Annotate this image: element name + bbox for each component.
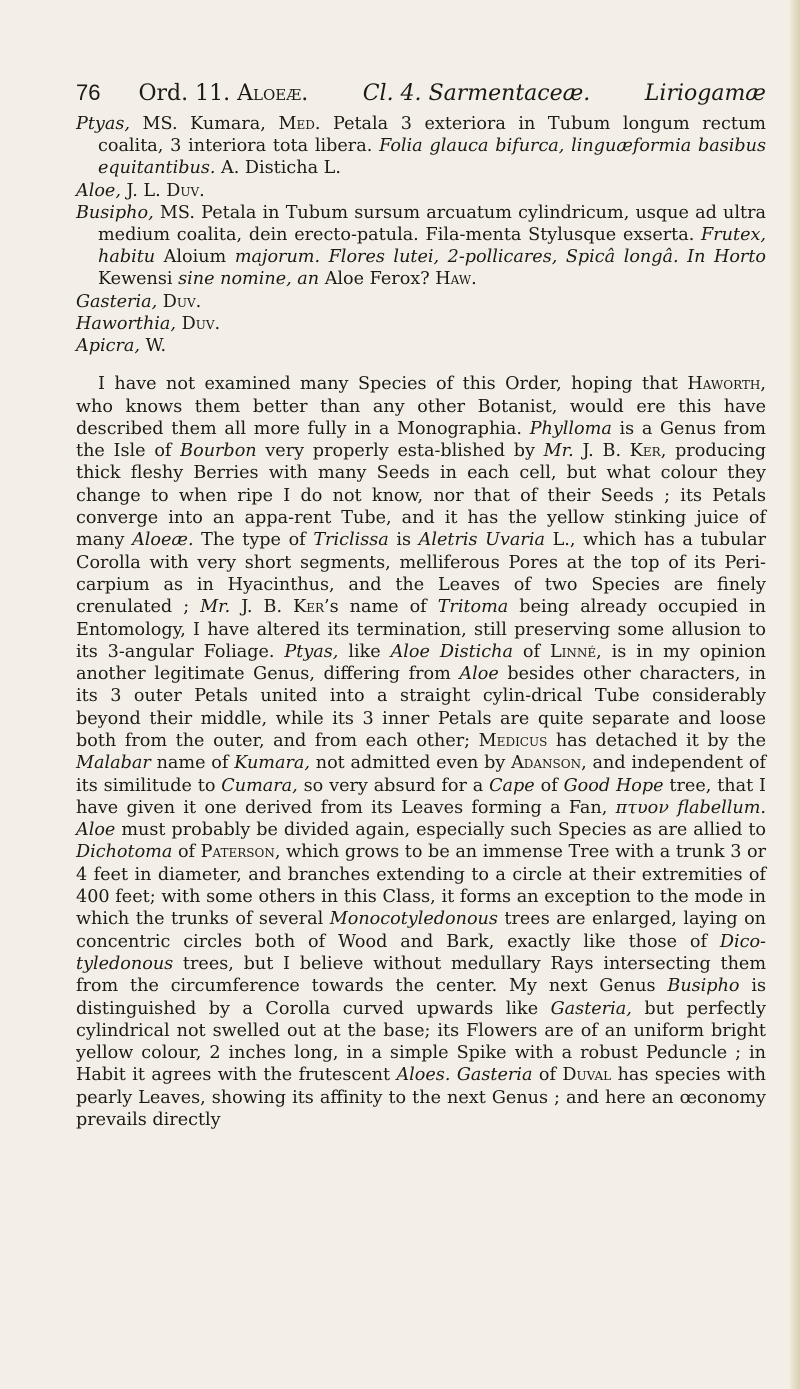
text-run: sine nomine, an bbox=[178, 269, 320, 290]
text-run: Ker bbox=[293, 597, 325, 618]
text-run: is bbox=[388, 530, 419, 551]
text-run: trees, but I believe without medullary Rays intersecting them from the circumference towards the center. My next Genus bbox=[76, 953, 766, 997]
genus-entry bbox=[76, 180, 766, 202]
text-run: Tritoma bbox=[437, 597, 509, 618]
text-run: Petala 3 exteriora in Tubum longum rectum coalita, 3 interiora tota libera. bbox=[98, 114, 766, 157]
text-run: MS. Kumara, bbox=[129, 114, 279, 134]
text-run: Folia glauca bifurca, linguæformia basibus equitantibus. bbox=[98, 136, 767, 179]
genus-name: Apicra, bbox=[76, 336, 140, 357]
text-run: of bbox=[534, 775, 564, 796]
text-run: Monocotyledonous bbox=[329, 909, 498, 930]
genus-entry bbox=[76, 313, 766, 335]
text-run: Ker bbox=[629, 441, 661, 462]
text-run: J. L. bbox=[120, 180, 167, 201]
text-run: Aloium bbox=[155, 247, 235, 268]
genus-list bbox=[76, 113, 766, 357]
header-class: Cl. 4. Sarmentaceæ. bbox=[362, 81, 591, 106]
page-number: 76 bbox=[76, 80, 101, 105]
text-run: Bourbon bbox=[180, 441, 257, 462]
text-run: Malabar bbox=[76, 753, 151, 774]
text-run: Aloe Disticha bbox=[390, 641, 513, 662]
genus-entry bbox=[76, 291, 766, 313]
text-run: name of bbox=[150, 753, 235, 774]
text-run: Cape bbox=[489, 775, 535, 796]
header-text bbox=[100, 81, 766, 107]
text-run: Duv. bbox=[181, 313, 221, 334]
page-edge bbox=[790, 0, 800, 1389]
text-run: πτυον flabellum. Aloe bbox=[76, 797, 766, 841]
text-run: A. Disticha L. bbox=[215, 158, 341, 179]
text-run: Aloes. Gasteria bbox=[396, 1065, 533, 1086]
genus-name: Busipho, bbox=[76, 202, 154, 223]
text-run: , and independent of its similitude to bbox=[76, 753, 766, 796]
header-group: Liriogamæ bbox=[644, 81, 766, 106]
text-run: being already occupied in Entomology, I have altered its termination, still preserving some allusion to its 3-angular Foliage. bbox=[76, 597, 766, 662]
text-run: very properly esta-blished by bbox=[256, 441, 544, 462]
text-run: Mr. bbox=[543, 441, 574, 462]
text-run: , which grows to be an immense Tree with a trunk 3 or 4 feet in diameter, and branches extending to a circle at their extremities of 400 feet; with some others in this Class, it forms an exception to the mode in which the trunks of several bbox=[76, 842, 767, 930]
text-run: Aloeæ. bbox=[132, 530, 194, 551]
text-run: Medicus bbox=[478, 730, 548, 751]
text-run: Good Hope bbox=[563, 775, 664, 796]
text-run: tree, that I have given it one derived from its Leaves forming a Fan, bbox=[76, 775, 766, 818]
text-run: Aloe bbox=[459, 664, 499, 685]
text-run: Frutex, habitu bbox=[98, 225, 766, 268]
text-run: Paterson bbox=[200, 842, 275, 863]
genus-entry bbox=[76, 202, 766, 291]
commentary-paragraph bbox=[76, 373, 766, 1131]
header-order: Ord. 11. Aloeæ. bbox=[138, 81, 309, 106]
text-run: Aletris Uvaria bbox=[418, 530, 545, 551]
text-run: is a Genus from the Isle of bbox=[76, 418, 766, 462]
text-run: so very absurd for a bbox=[297, 775, 490, 796]
text-run: must probably be divided again, especially such Species as are allied to bbox=[115, 820, 766, 841]
text-run: ’s name of bbox=[324, 597, 438, 618]
text-run: , is in my opinion another legitimate Genus, differing from bbox=[76, 641, 767, 685]
text-run: Med. bbox=[278, 114, 321, 134]
text-run: like bbox=[338, 641, 391, 662]
running-header bbox=[76, 80, 766, 107]
text-run: is distinguished by a Corolla curved upwards like bbox=[76, 976, 766, 1019]
genus-name: Aloe, bbox=[76, 180, 121, 201]
text-run: Mr. bbox=[200, 597, 231, 618]
commentary bbox=[76, 373, 766, 1131]
text-run: Phylloma bbox=[529, 418, 612, 439]
text-run: has species with pearly Leaves, showing its affinity to the next Genus ; and here an œconomy prevails directly bbox=[76, 1065, 767, 1131]
text-run: Linné bbox=[549, 641, 597, 662]
text-run: Dichotoma bbox=[76, 842, 173, 863]
text-run: , producing thick fleshy Berries with many Seeds in each cell, but what colour they change to when ripe I do not know, nor that of their Seeds ; its Petals converge into an appa-rent Tube, and it has the yellow stinking juice of many bbox=[76, 441, 767, 551]
genus-name: Gasteria, bbox=[76, 291, 158, 312]
text-run: Triclissa bbox=[313, 530, 389, 551]
text-run: besides other characters, in its 3 outer Petals united into a straight cylin-drical Tube considerably beyond their middle, while its 3 inner Petals are quite separate and loose both from the outer, and from each other; bbox=[76, 664, 766, 751]
text-run: Cumara, bbox=[221, 775, 298, 796]
text-run: Haworth bbox=[687, 374, 761, 395]
text-run: Busipho bbox=[667, 976, 740, 997]
text-run: Dico-tyledonous bbox=[76, 931, 766, 974]
text-run: Duv. bbox=[162, 291, 202, 312]
text-run: I have not examined many Species of this Order, hoping that bbox=[98, 374, 688, 395]
genus-entry bbox=[76, 335, 766, 357]
text-run: J. B. bbox=[230, 597, 294, 618]
text-run: Ptyas, bbox=[284, 641, 339, 662]
text-run: Duval bbox=[562, 1065, 612, 1086]
text-run: Gasteria, bbox=[550, 998, 632, 1019]
text-run: of bbox=[532, 1065, 563, 1086]
text-run: Kewensi bbox=[98, 269, 179, 290]
text-run: Duv. bbox=[166, 180, 205, 201]
text-run: of bbox=[172, 842, 201, 863]
text-run: of bbox=[512, 641, 550, 662]
text-run: has detached it by the bbox=[547, 730, 766, 751]
text-run: Adanson bbox=[511, 753, 582, 774]
genus-name: Ptyas, bbox=[76, 114, 130, 134]
text-run: J. B. bbox=[573, 441, 630, 462]
text-run: The type of bbox=[193, 530, 314, 551]
text-run: Aloe Ferox? bbox=[319, 269, 436, 290]
text-run: majorum. Flores lutei, 2-pollicares, Spicâ longâ. In Horto bbox=[234, 247, 766, 268]
genus-name: Haworthia, bbox=[76, 313, 177, 334]
text-run: Haw. bbox=[435, 269, 477, 290]
text-run: Kumara, bbox=[234, 753, 310, 774]
text-run: but perfectly cylindrical not swelled out at the base; its Flowers are of an uniform bright yellow colour, 2 inches long, in a simple Spike with a robust Peduncle ; in Habit it agrees with the frutescent bbox=[76, 998, 766, 1086]
text-run: trees are enlarged, laying on concentric circles both of Wood and Bark, exactly like those of bbox=[76, 909, 767, 952]
text-run: W. bbox=[139, 336, 167, 357]
text-run: L., which has a tubular Corolla with very short segments, melliferous Pores at the top of its Peri-carpium as in Hyacinthus, and the Leaves of two Species are finely crenulated ; bbox=[76, 530, 766, 618]
text-run: MS. Petala in Tubum sursum arcuatum cylindricum, usque ad ultra medium coalita, dein erecto-patula. Fila-menta Stylusque exserta. bbox=[98, 202, 766, 246]
genus-entry bbox=[76, 113, 766, 180]
text-run: not admitted even by bbox=[309, 753, 512, 774]
text-run: , who knows them better than any other Botanist, would ere this have described them all more fully in a Monographia. bbox=[76, 374, 766, 439]
